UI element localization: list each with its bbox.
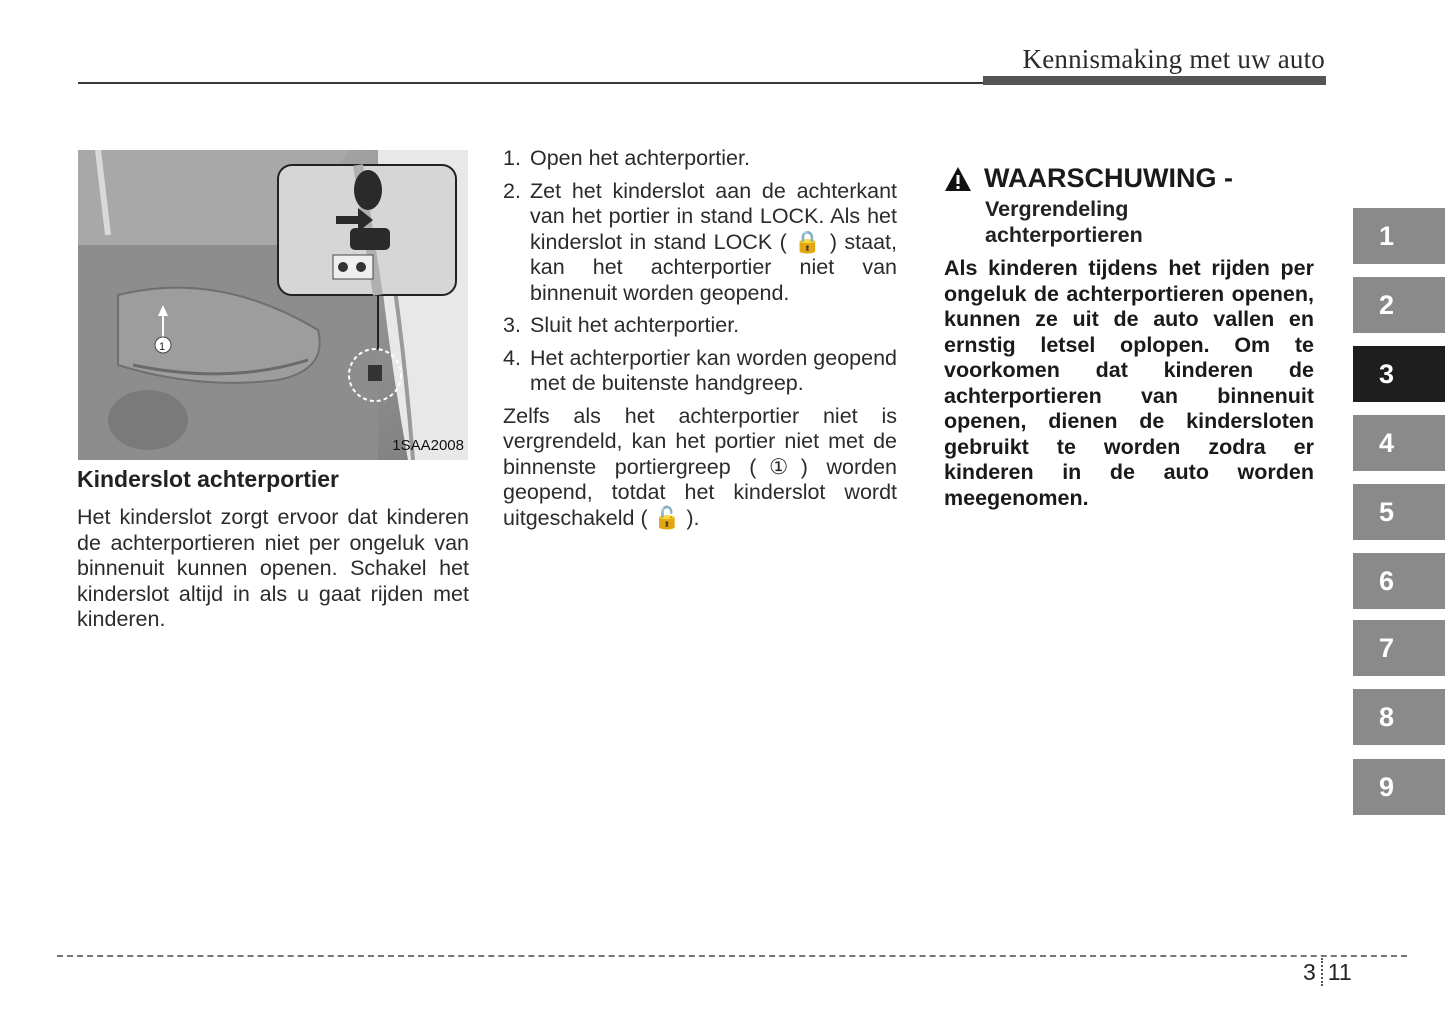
header-rule-accent xyxy=(983,76,1326,85)
child-lock-illustration xyxy=(78,150,468,460)
chapter-tab-1[interactable]: 1 xyxy=(1353,208,1445,264)
middle-column xyxy=(503,146,897,531)
chapter-tab-5[interactable]: 5 xyxy=(1353,484,1445,540)
svg-text:1: 1 xyxy=(159,341,166,353)
left-column xyxy=(77,466,469,633)
chapter-tab-7[interactable]: 7 xyxy=(1353,620,1445,676)
step-number: 4. xyxy=(503,345,521,370)
chapter-tab-9[interactable]: 9 xyxy=(1353,759,1445,815)
step-number: 3. xyxy=(503,313,521,337)
running-header-title: Kennismaking met uw auto xyxy=(1022,44,1325,74)
chapter-tab-3[interactable]: 3 xyxy=(1353,346,1445,402)
door-illustration-graphic xyxy=(78,150,468,460)
section-heading: Kinderslot achterportier xyxy=(77,466,339,492)
step-text: Zet het kinderslot aan de achterkant van het portier in stand LOCK. Als het kinderslot in stand LOCK ( 🔒 ) staat, kan het achterportier niet van binnenuit worden geopend. xyxy=(530,178,897,305)
chapter-tab-6[interactable]: 6 xyxy=(1353,553,1445,609)
warning-subtitle-2: achterportieren xyxy=(985,223,1143,247)
chapter-tab-4[interactable]: 4 xyxy=(1353,415,1445,471)
step-text: Het achterportier kan worden geopend met de buitenste handgreep. xyxy=(530,345,897,395)
step-item xyxy=(503,346,897,397)
page-number-separator xyxy=(1321,958,1323,986)
page-number-value: 11 xyxy=(1327,958,1352,985)
chapter-tab-2[interactable]: 2 xyxy=(1353,277,1445,333)
warning-triangle-icon xyxy=(944,166,972,192)
step-item xyxy=(503,179,897,307)
chapter-tab-8[interactable]: 8 xyxy=(1353,689,1445,745)
step-item xyxy=(503,313,897,339)
warning-subtitle-1: Vergrendeling xyxy=(985,197,1129,221)
chapter-number: 3 xyxy=(1303,958,1316,985)
figure-code: 1SAA2008 xyxy=(392,437,464,454)
step-number: 1. xyxy=(503,146,521,170)
warning-title: WAARSCHUWING - xyxy=(984,163,1233,193)
warning-box xyxy=(944,163,1314,511)
header-rule xyxy=(78,82,983,84)
handle-paragraph: Zelfs als het achterportier niet is vergrendeld, kan het portier niet met de binnenste portiergreep (①) worden geopend, totdat het kinderslot wordt uitgeschakeld ( 🔓 ). xyxy=(503,403,897,530)
section-body: Het kinderslot zorgt ervoor dat kinderen de achterportieren niet per ongeluk van binnenuit kunnen openen. Schakel het kinderslot altijd in als u gaat rijden met kinderen. xyxy=(77,505,469,631)
warning-body: Als kinderen tijdens het rijden per ongeluk de achterportieren openen, kunnen ze uit de auto vallen en ernstig letsel oplopen. Om te voorkomen dat kinderen de achterportieren van binnenuit openen, dienen de kindersloten gebruikt te worden zodra er kinderen in de auto worden meegenomen. xyxy=(944,256,1314,510)
page-number xyxy=(1303,958,1352,986)
step-item xyxy=(503,146,897,172)
step-text: Sluit het achterportier. xyxy=(530,313,740,337)
warning-heading xyxy=(944,163,1314,194)
step-number: 2. xyxy=(503,178,521,203)
step-text: Open het achterportier. xyxy=(530,146,750,170)
footer-rule xyxy=(57,955,1407,957)
